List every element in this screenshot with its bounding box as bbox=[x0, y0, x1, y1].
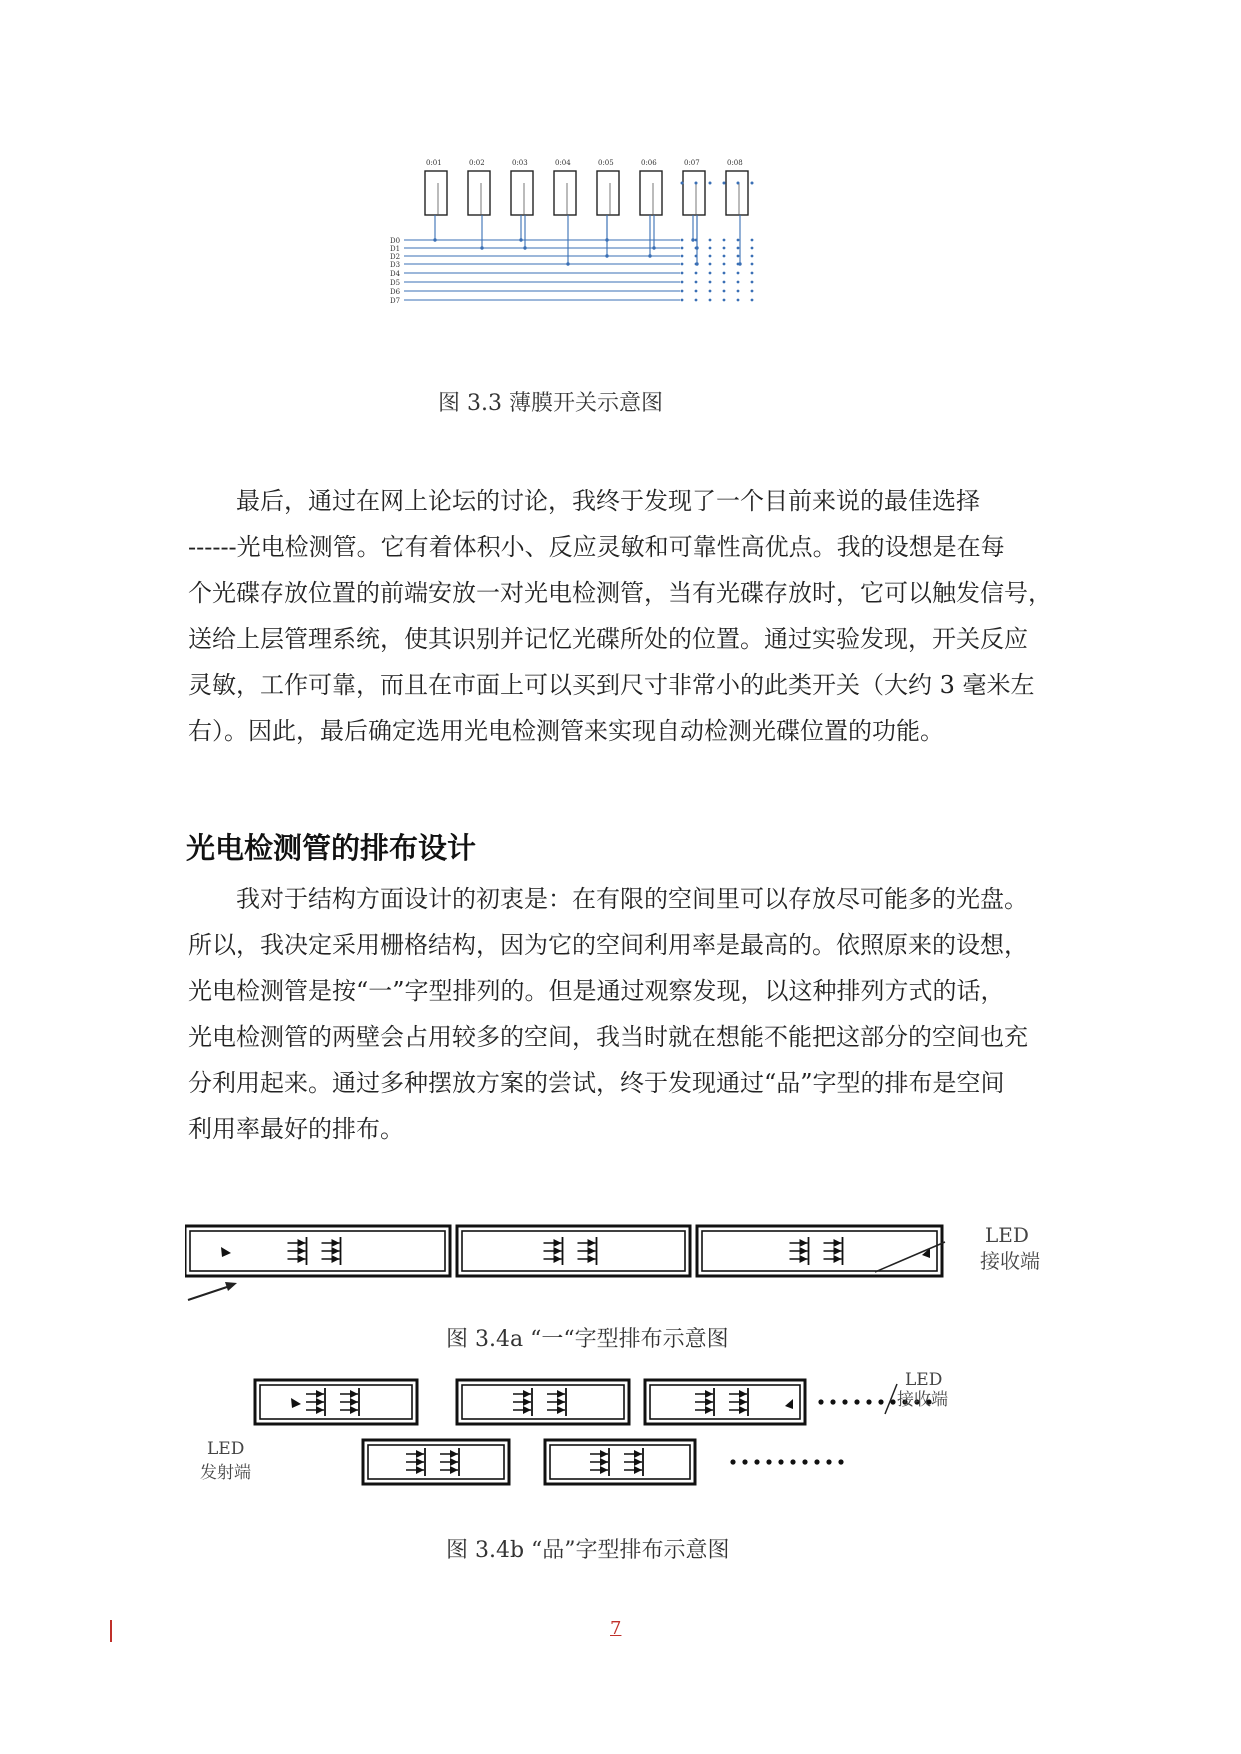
fig-3-4b-led-receiver-label: LED bbox=[905, 1372, 943, 1390]
continuation-dot bbox=[709, 290, 712, 293]
fig-3-4a-led-label: LED bbox=[985, 1223, 1029, 1247]
continuation-dot bbox=[681, 239, 684, 242]
continuation-dot bbox=[695, 263, 698, 266]
continuation-dot bbox=[778, 1459, 783, 1464]
continuation-dot bbox=[723, 182, 726, 185]
continuation-dot bbox=[737, 272, 740, 275]
continuation-dot bbox=[681, 182, 684, 185]
continuation-dot bbox=[818, 1399, 823, 1404]
continuation-dot bbox=[751, 281, 754, 284]
switch-label: 0:07 bbox=[684, 159, 700, 167]
continuation-dot bbox=[723, 247, 726, 250]
figure-3-4b-caption: 图 3.4b “品”字型排布示意图 bbox=[446, 1538, 730, 1563]
continuation-dot bbox=[681, 281, 684, 284]
paragraph-2-line: 分利用起来。通过多种摆放方案的尝试，终于发现通过“品”字型的排布是空间 bbox=[188, 1069, 1005, 1097]
continuation-dot bbox=[814, 1459, 819, 1464]
detector-tube bbox=[645, 1380, 805, 1424]
continuation-dot bbox=[695, 290, 698, 293]
continuation-dot bbox=[709, 239, 712, 242]
paragraph-1-line: 送给上层管理系统，使其识别并记忆光碟所处的位置。通过实验发现，开关反应 bbox=[188, 625, 1028, 653]
continuation-dot bbox=[730, 1459, 735, 1464]
continuation-dot bbox=[737, 255, 740, 258]
continuation-dot bbox=[878, 1399, 883, 1404]
continuation-dot bbox=[681, 299, 684, 302]
switch-box bbox=[683, 171, 705, 215]
continuation-dot bbox=[681, 272, 684, 275]
continuation-dot bbox=[838, 1459, 843, 1464]
switch-label: 0:08 bbox=[727, 159, 743, 167]
continuation-dot bbox=[854, 1399, 859, 1404]
figure-3-3-caption: 图 3.3 薄膜开关示意图 bbox=[438, 391, 663, 416]
continuation-dot bbox=[681, 255, 684, 258]
continuation-dot bbox=[766, 1459, 771, 1464]
bus-label: D0 bbox=[390, 237, 401, 245]
switch-box bbox=[726, 171, 748, 215]
continuation-dot bbox=[754, 1459, 759, 1464]
bus-label: D5 bbox=[390, 279, 401, 287]
continuation-dot bbox=[751, 247, 754, 250]
continuation-dot bbox=[751, 255, 754, 258]
continuation-dot bbox=[737, 263, 740, 266]
continuation-dot bbox=[751, 239, 754, 242]
continuation-dot bbox=[737, 182, 740, 185]
continuation-dot bbox=[695, 182, 698, 185]
bus-label: D3 bbox=[390, 261, 401, 269]
continuation-dot bbox=[695, 272, 698, 275]
detector-tube bbox=[255, 1380, 417, 1424]
continuation-dot bbox=[723, 255, 726, 258]
continuation-dot bbox=[709, 272, 712, 275]
revision-margin-bar bbox=[110, 1620, 112, 1642]
bus-label: D6 bbox=[390, 288, 401, 296]
figure-3-4b-diagram bbox=[185, 1372, 1065, 1502]
figure-3-3-diagram bbox=[390, 155, 870, 370]
continuation-dot bbox=[681, 247, 684, 250]
paragraph-2-line: 我对于结构方面设计的初衷是：在有限的空间里可以存放尽可能多的光盘。 bbox=[236, 885, 1028, 913]
continuation-dot bbox=[751, 290, 754, 293]
switch-label: 0:06 bbox=[641, 159, 657, 167]
continuation-dot bbox=[737, 281, 740, 284]
continuation-dot bbox=[842, 1399, 847, 1404]
continuation-dot bbox=[723, 239, 726, 242]
continuation-dot bbox=[709, 281, 712, 284]
switch-label: 0:04 bbox=[555, 159, 571, 167]
bus-label: D1 bbox=[390, 245, 401, 253]
switch-box bbox=[468, 171, 490, 215]
continuation-dot bbox=[709, 299, 712, 302]
detector-tube bbox=[457, 1226, 690, 1276]
paragraph-2-line: 利用率最好的排布。 bbox=[188, 1115, 404, 1143]
detector-tube bbox=[363, 1440, 509, 1484]
paragraph-2-line: 所以，我决定采用栅格结构，因为它的空间利用率是最高的。依照原来的设想， bbox=[188, 931, 1028, 959]
continuation-dot bbox=[742, 1459, 747, 1464]
switch-box bbox=[554, 171, 576, 215]
detector-tube bbox=[457, 1380, 629, 1424]
paragraph-1-line: 灵敏，工作可靠，而且在市面上可以买到尺寸非常小的此类开关（大约 3 毫米左 bbox=[188, 671, 1035, 699]
continuation-dot bbox=[695, 239, 698, 242]
fig-3-4a-receiver-label: 接收端 bbox=[980, 1249, 1040, 1273]
continuation-dot bbox=[751, 272, 754, 275]
continuation-dot bbox=[723, 272, 726, 275]
continuation-dot bbox=[681, 263, 684, 266]
continuation-dot bbox=[751, 263, 754, 266]
continuation-dot bbox=[723, 290, 726, 293]
continuation-dot bbox=[695, 299, 698, 302]
paragraph-2-line: 光电检测管的两壁会占用较多的空间，我当时就在想能不能把这部分的空间也充 bbox=[188, 1023, 1028, 1051]
continuation-dot bbox=[802, 1459, 807, 1464]
continuation-dot bbox=[695, 255, 698, 258]
continuation-dot bbox=[737, 290, 740, 293]
continuation-dot bbox=[790, 1459, 795, 1464]
continuation-dot bbox=[830, 1399, 835, 1404]
paragraph-2 bbox=[188, 876, 1060, 1152]
paragraph-1-line: 最后，通过在网上论坛的讨论，我终于发现了一个目前来说的最佳选择 bbox=[236, 487, 980, 515]
paragraph-2-line: 光电检测管是按“一”字型排列的。但是通过观察发现，以这种排列方式的话， bbox=[188, 977, 1005, 1005]
continuation-dot bbox=[695, 247, 698, 250]
continuation-dot bbox=[695, 281, 698, 284]
continuation-dot bbox=[826, 1459, 831, 1464]
detector-tube bbox=[697, 1226, 942, 1276]
section-heading: 光电检测管的排布设计 bbox=[186, 831, 477, 865]
continuation-dot bbox=[723, 263, 726, 266]
page-number: 7 bbox=[610, 1618, 622, 1639]
continuation-dot bbox=[866, 1399, 871, 1404]
continuation-dot bbox=[709, 182, 712, 185]
paragraph-1-line: 右）。因此，最后确定选用光电检测管来实现自动检测光碟位置的功能。 bbox=[188, 717, 944, 745]
switch-label: 0:03 bbox=[512, 159, 528, 167]
figure-3-4a-diagram bbox=[185, 1220, 1065, 1310]
paragraph-1 bbox=[188, 478, 1060, 754]
switch-label: 0:05 bbox=[598, 159, 614, 167]
switch-label: 0:01 bbox=[426, 159, 442, 167]
paragraph-1-line: 个光碟存放位置的前端安放一对光电检测管，当有光碟存放时，它可以触发信号， bbox=[188, 579, 1052, 607]
bus-label: D2 bbox=[390, 253, 401, 261]
switch-label: 0:02 bbox=[469, 159, 485, 167]
paragraph-1-line: ------光电检测管。它有着体积小、反应灵敏和可靠性高优点。我的设想是在每 bbox=[188, 533, 1005, 561]
fig-3-4b-receiver-label: 接收端 bbox=[897, 1390, 948, 1410]
switch-box bbox=[597, 171, 619, 215]
fig-3-4b-led-emitter-label: LED bbox=[207, 1439, 245, 1459]
continuation-dot bbox=[681, 290, 684, 293]
continuation-dot bbox=[709, 263, 712, 266]
continuation-dot bbox=[751, 299, 754, 302]
continuation-dot bbox=[737, 299, 740, 302]
bus-label: D4 bbox=[390, 270, 401, 278]
switch-box bbox=[640, 171, 662, 215]
detector-tube bbox=[545, 1440, 695, 1484]
continuation-dot bbox=[751, 182, 754, 185]
continuation-dot bbox=[709, 247, 712, 250]
figure-3-4a-caption: 图 3.4a “一“字型排布示意图 bbox=[446, 1327, 729, 1352]
switch-box bbox=[511, 171, 533, 215]
continuation-dot bbox=[737, 247, 740, 250]
continuation-dot bbox=[723, 281, 726, 284]
continuation-dot bbox=[709, 255, 712, 258]
continuation-dot bbox=[723, 299, 726, 302]
fig-3-4b-emitter-label: 发射端 bbox=[200, 1463, 251, 1483]
continuation-dot bbox=[737, 239, 740, 242]
bus-label: D7 bbox=[390, 297, 401, 305]
switch-box bbox=[425, 171, 447, 215]
